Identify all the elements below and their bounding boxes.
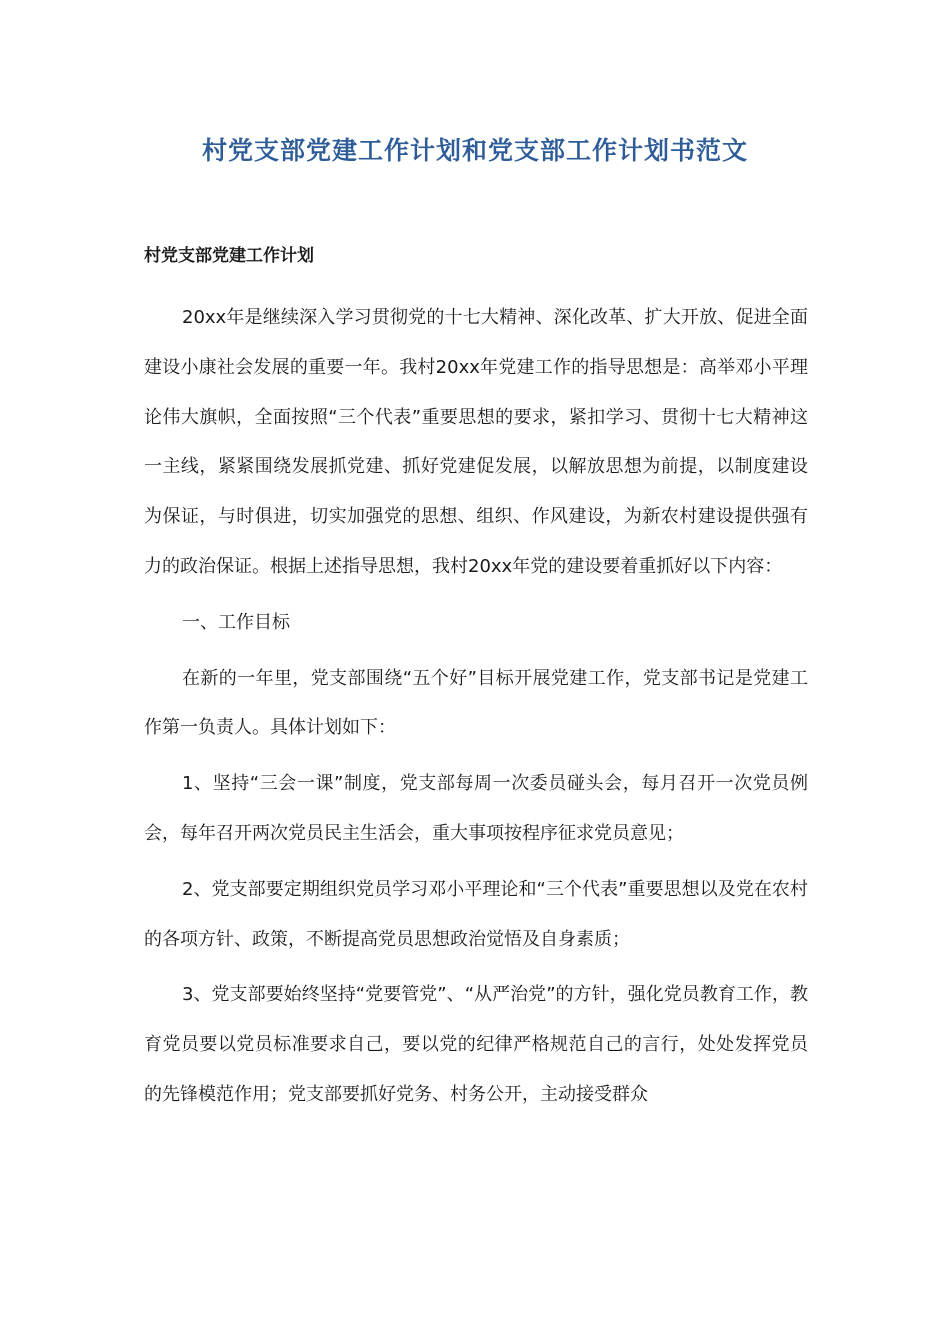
- paragraph-item-2: 2、党支部要定期组织党员学习邓小平理论和“三个代表”重要思想以及党在农村的各项方针、政策，不断提高党员思想政治觉悟及自身素质；: [144, 878, 808, 950]
- document-body: [144, 238, 808, 1126]
- paragraph-item-3: 3、党支部要始终坚持“党要管党”、“从严治党”的方针，强化党员教育工作，教育党员要以党员标准要求自己，要以党的纪律严格规范自己的言行，处处发挥党员的先锋模范作用；党支部要抓好党务、村务公开，主动接受群众: [144, 984, 808, 1105]
- paragraph-work-goals-heading: 一、工作目标: [182, 611, 290, 633]
- paragraph-guiding-thought: 20xx年是继续深入学习贯彻党的十七大精神、深化改革、扩大开放、促进全面建设小康社会发展的重要一年。我村20xx年党建工作的指导思想是：高举邓小平理论伟大旗帜，全面按照“三个代表”重要思想的要求，紧扣学习、贯彻十七大精神这一主线，紧紧围绕发展抓党建、抓好党建促发展，以解放思想为前提，以制度建设为保证，与时俱进，切实加强党的思想、组织、作风建设，为新农村建设提供强有力的政治保证。根据上述指导思想，我村20xx年党的建设要着重抓好以下内容：: [144, 307, 808, 577]
- section-heading: 村党支部党建工作计划: [144, 246, 314, 266]
- document-title: 村党支部党建工作计划和党支部工作计划书范文: [201, 136, 748, 165]
- paragraph-item-1: 1、坚持“三会一课”制度，党支部每周一次委员碰头会，每月召开一次党员例会，每年召开两次党员民主生活会，重大事项按程序征求党员意见；: [144, 773, 808, 844]
- paragraph-five-goods: 在新的一年里，党支部围绕“五个好”目标开展党建工作，党支部书记是党建工作第一负责人。具体计划如下：: [144, 667, 808, 739]
